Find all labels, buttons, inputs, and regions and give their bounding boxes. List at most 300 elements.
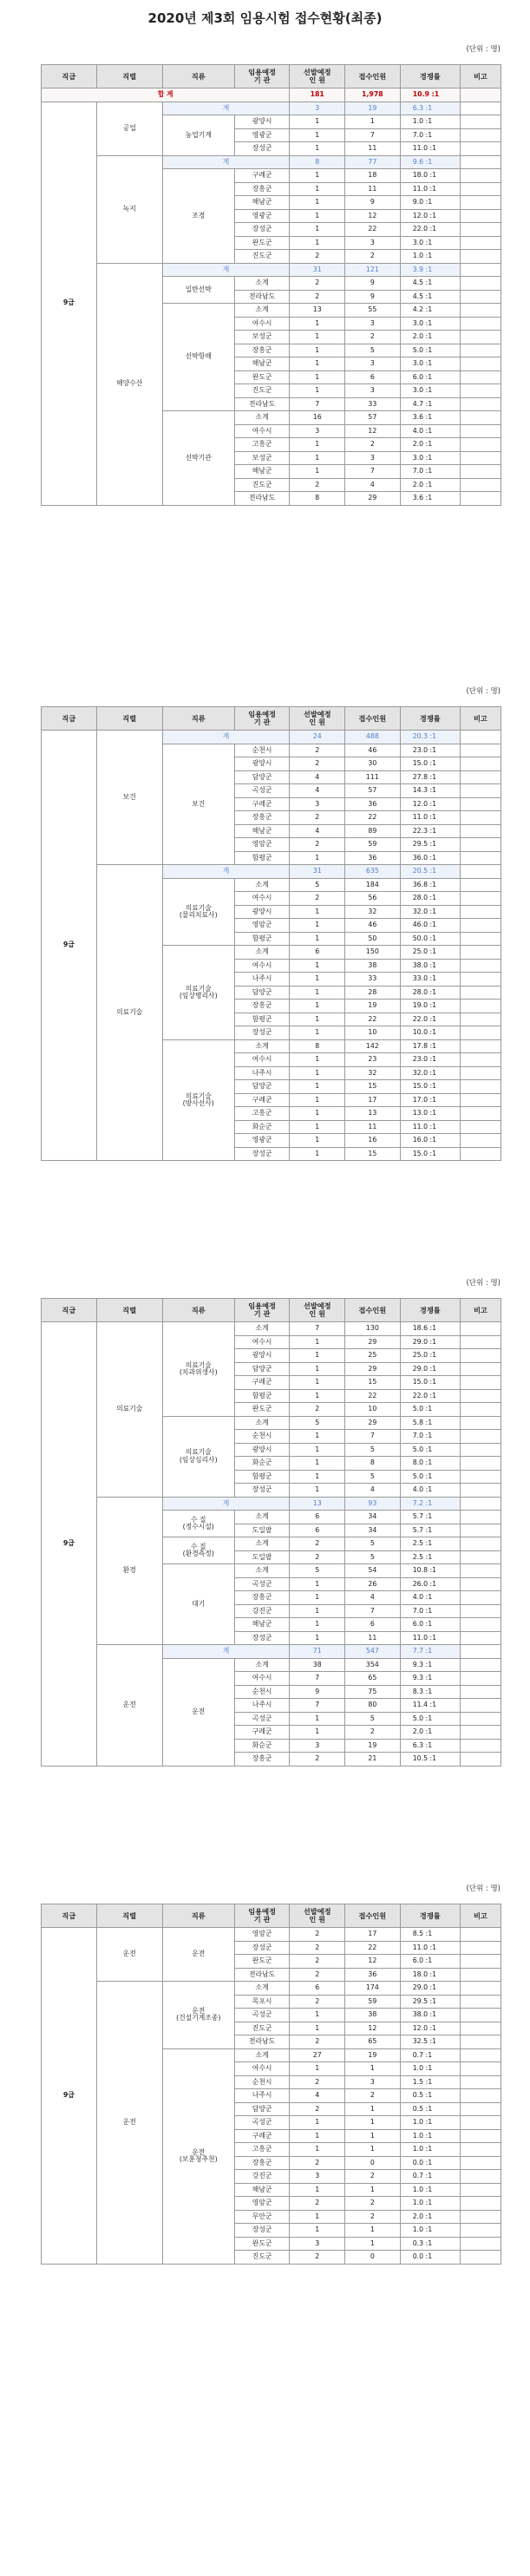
grade-cell: 9급 [42,1928,97,2265]
org-cell: 곡성군 [234,2116,290,2130]
org-cell: 여수시 [234,1053,290,1067]
applicants-cell: 5 [345,344,401,357]
applicants-cell: 10 [345,1403,401,1417]
ratio-cell: 25.0 :1 [400,1349,460,1363]
selected-cell: 9 [290,1685,345,1699]
org-cell: 소계 [234,411,290,425]
class-cell: 운전 [162,1658,234,1766]
ratio-cell: 12.0 :1 [400,2022,460,2035]
ratio-cell: 1.0 :1 [400,2129,460,2143]
ratio-cell: 4.7 :1 [400,397,460,411]
org-cell: 해남군 [234,824,290,838]
ratio-cell: 5.7 :1 [400,1524,460,1537]
applicants-cell: 2 [345,2170,401,2184]
note-cell [460,2197,501,2211]
ratio-cell: 2.5 :1 [400,1537,460,1551]
org-cell: 광양시 [234,1443,290,1457]
selected-cell: 1 [290,851,345,865]
grand-total-label: 합 계 [42,88,290,102]
selected-cell: 1 [290,384,345,398]
note-cell [460,2048,501,2062]
note-cell [460,169,501,183]
selected-cell: 2 [290,757,345,771]
ratio-cell: 1.0 :1 [400,2062,460,2076]
ratio-cell: 2.0 :1 [400,438,460,452]
column-header: 비고 [460,1299,501,1322]
note-cell [460,1631,501,1645]
note-cell [460,1604,501,1618]
note-cell [460,1416,501,1430]
page-title: 2020년 제3회 임용시험 접수현황(최종) [147,10,383,26]
applicants-cell: 36 [345,1968,401,1982]
org-cell: 영암군 [234,838,290,852]
selected-cell: 1 [290,1604,345,1618]
applicants-cell: 12 [345,209,401,223]
selected-cell: 1 [290,905,345,919]
ratio-cell: 15.0 :1 [400,1080,460,1094]
selected-cell: 3 [290,2237,345,2251]
header-row [42,65,501,88]
org-cell: 구례군 [234,1093,290,1107]
series-cell: 해양수산 [96,263,162,505]
org-cell: 여수시 [234,317,290,331]
ratio-cell: 4.2 :1 [400,304,460,318]
note-cell [460,1941,501,1955]
applicants-cell: 5 [345,1443,401,1457]
selected-cell: 3 [290,424,345,438]
selected-cell: 2 [290,2251,345,2265]
applicants-cell: 1 [345,2129,401,2143]
applicants-cell: 12 [345,1955,401,1969]
applicants-cell: 3 [345,317,401,331]
note-cell [460,2062,501,2076]
note-cell [460,1484,501,1498]
org-cell: 영암군 [234,919,290,933]
applicants-cell: 5 [345,1550,401,1564]
column-header: 직급 [42,65,97,88]
applicants-cell: 13 [345,1107,401,1121]
org-cell: 진도군 [234,384,290,398]
note-cell [460,1000,501,1013]
note-cell [460,397,501,411]
ratio-cell: 6.3 :1 [400,1739,460,1753]
applicants-cell: 7 [345,1604,401,1618]
ratio-cell: 3.0 :1 [400,236,460,250]
org-cell: 완도군 [234,236,290,250]
ratio-cell: 11.0 :1 [400,811,460,825]
selected-cell: 16 [290,411,345,425]
note-cell [460,892,501,906]
org-cell: 함평군 [234,932,290,946]
header-row [42,707,501,731]
selected-cell: 1 [290,2224,345,2238]
org-cell: 곡성군 [234,784,290,798]
note-cell [460,757,501,771]
org-cell: 여수시 [234,959,290,973]
selected-cell: 1 [290,2143,345,2157]
applicants-cell: 34 [345,1511,401,1524]
applicants-cell: 1 [345,2183,401,2197]
note-cell [460,770,501,784]
selected-cell: 1 [290,1362,345,1376]
selected-cell: 7 [290,1699,345,1713]
selected-cell: 5 [290,1564,345,1578]
note-cell [460,236,501,250]
selected-cell: 1 [290,451,345,465]
ratio-cell: 15.0 :1 [400,757,460,771]
ratio-cell: 4.0 :1 [400,1591,460,1605]
selected-cell: 4 [290,770,345,784]
selected-cell: 1 [290,1470,345,1484]
note-cell [460,2075,501,2089]
applicants-cell: 354 [345,1658,401,1672]
subtotal-label: 계 [162,102,290,115]
applicants-cell: 65 [345,1672,401,1686]
selected-cell: 7 [290,397,345,411]
series-subtotal-row [42,1497,501,1511]
note-cell [460,1107,501,1121]
ratio-cell: 33.0 :1 [400,973,460,986]
selected-cell: 5 [290,1416,345,1430]
selected-cell: 3 [290,1739,345,1753]
ratio-cell: 36.8 :1 [400,878,460,892]
org-cell: 장흥군 [234,182,290,196]
selected-cell: 5 [290,878,345,892]
recruitment-table [41,1298,501,1766]
org-cell: 나주시 [234,1699,290,1713]
selected-cell: 7 [290,1322,345,1336]
selected-cell: 1 [290,209,345,223]
ratio-cell: 2.0 :1 [400,331,460,344]
note-cell [460,1120,501,1134]
applicants-cell: 22 [345,223,401,237]
ratio-cell: 29.0 :1 [400,1335,460,1349]
subtotal-selected: 31 [290,865,345,879]
note-cell [460,851,501,865]
org-cell: 함평군 [234,851,290,865]
applicants-cell: 59 [345,838,401,852]
note-cell [460,2143,501,2157]
applicants-cell: 75 [345,1685,401,1699]
class-cell: 의료기술 (임상병리사) [162,946,234,1040]
note-cell [460,1712,501,1726]
org-cell: 강진군 [234,2170,290,2184]
subtotal-note [460,263,501,277]
applicants-cell: 3 [345,451,401,465]
grade-cell: 9급 [42,102,97,505]
note-cell [460,1039,501,1053]
subtotal-applicants: 488 [345,731,401,744]
note-cell [460,1335,501,1349]
org-cell: 해남군 [234,1618,290,1632]
org-cell: 소계 [234,1658,290,1672]
selected-cell: 2 [290,290,345,304]
org-cell: 진도군 [234,250,290,264]
selected-cell: 1 [290,236,345,250]
note-cell [460,411,501,425]
note-cell [460,2022,501,2035]
org-cell: 구례군 [234,1726,290,1740]
note-cell [460,478,501,492]
note-cell [460,986,501,1000]
note-cell [460,1982,501,1996]
applicants-cell: 54 [345,1564,401,1578]
applicants-cell: 2 [345,1726,401,1740]
applicants-cell: 6 [345,1618,401,1632]
org-cell: 장성군 [234,1941,290,1955]
subtotal-selected: 71 [290,1645,345,1659]
subtotal-note [460,155,501,169]
selected-cell: 1 [290,1389,345,1403]
note-cell [460,115,501,129]
selected-cell: 2 [290,838,345,852]
selected-cell: 1 [290,357,345,371]
series-cell: 운전 [96,1982,162,2265]
ratio-cell: 5.8 :1 [400,1416,460,1430]
series-subtotal-row [42,731,501,744]
applicants-cell: 7 [345,465,401,479]
applicants-cell: 34 [345,1524,401,1537]
subtotal-label: 계 [162,865,290,879]
selected-cell: 1 [290,1631,345,1645]
ratio-cell: 1.0 :1 [400,2143,460,2157]
note-cell [460,1995,501,2009]
column-header: 비고 [460,707,501,731]
org-cell: 담양군 [234,770,290,784]
ratio-cell: 17.8 :1 [400,1039,460,1053]
note-cell [460,223,501,237]
subtotal-note [460,1497,501,1511]
note-cell [460,811,501,825]
recruitment-table [41,706,501,1161]
ratio-cell: 1.5 :1 [400,2075,460,2089]
selected-cell: 1 [290,2009,345,2022]
column-header: 직렬 [96,1904,162,1928]
selected-cell: 2 [290,811,345,825]
selected-cell: 1 [290,169,345,183]
note-cell [460,824,501,838]
selected-cell: 6 [290,1524,345,1537]
selected-cell: 1 [290,1066,345,1080]
selected-cell: 2 [290,1995,345,2009]
applicants-cell: 29 [345,1416,401,1430]
note-cell [460,465,501,479]
ratio-cell: 32.5 :1 [400,2035,460,2049]
selected-cell: 8 [290,1039,345,1053]
note-cell [460,1672,501,1686]
org-cell: 소계 [234,1416,290,1430]
note-cell [460,1577,501,1591]
subtotal-ratio: 20.5 :1 [400,865,460,879]
applicants-cell: 22 [345,1941,401,1955]
selected-cell: 1 [290,2183,345,2197]
ratio-cell: 0.7 :1 [400,2048,460,2062]
org-cell: 도일팔 [234,1524,290,1537]
note-cell [460,1928,501,1942]
class-cell: 조경 [162,169,234,264]
org-cell: 영암군 [234,1928,290,1942]
applicants-cell: 59 [345,1995,401,2009]
org-cell: 영광군 [234,1134,290,1148]
ratio-cell: 13.0 :1 [400,1107,460,1121]
ratio-cell: 29.0 :1 [400,1362,460,1376]
selected-cell: 1 [290,2210,345,2224]
note-cell [460,1591,501,1605]
series-subtotal-row [42,155,501,169]
grand-total-selected: 181 [290,88,345,102]
org-cell: 나주시 [234,2089,290,2103]
org-cell: 완도군 [234,1955,290,1969]
note-cell [460,932,501,946]
note-cell [460,2237,501,2251]
series-cell: 공업 [96,102,162,155]
ratio-cell: 9.0 :1 [400,196,460,210]
applicants-cell: 11 [345,1120,401,1134]
column-header: 선발예정 인 원 [290,707,345,731]
subtotal-label: 계 [162,1645,290,1659]
selected-cell: 1 [290,1577,345,1591]
selected-cell: 1 [290,2022,345,2035]
ratio-cell: 2.0 :1 [400,2210,460,2224]
org-cell: 장흥군 [234,1000,290,1013]
class-cell: 선박항해 [162,304,234,411]
note-cell [460,1093,501,1107]
selected-cell: 38 [290,1658,345,1672]
applicants-cell: 46 [345,919,401,933]
org-cell: 광양시 [234,905,290,919]
column-header: 직류 [162,707,234,731]
ratio-cell: 27.8 :1 [400,770,460,784]
note-cell [460,344,501,357]
ratio-cell: 28.0 :1 [400,986,460,1000]
ratio-cell: 7.0 :1 [400,465,460,479]
org-cell: 장흥군 [234,1591,290,1605]
column-header: 직렬 [96,707,162,731]
applicants-cell: 33 [345,397,401,411]
selected-cell: 1 [290,1591,345,1605]
selected-cell: 4 [290,784,345,798]
selected-cell: 1 [290,370,345,384]
selected-cell: 1 [290,465,345,479]
applicants-cell: 11 [345,1631,401,1645]
applicants-cell: 150 [345,946,401,960]
note-cell [460,384,501,398]
org-cell: 소계 [234,946,290,960]
selected-cell: 1 [290,438,345,452]
applicants-cell: 10 [345,1026,401,1040]
org-cell: 함평군 [234,1470,290,1484]
column-header: 직류 [162,65,234,88]
ratio-cell: 5.7 :1 [400,1511,460,1524]
note-cell [460,2224,501,2238]
ratio-cell: 1.0 :1 [400,2197,460,2211]
subtotal-label: 계 [162,155,290,169]
selected-cell: 1 [290,1376,345,1390]
org-cell: 장성군 [234,142,290,156]
note-cell [460,1362,501,1376]
org-cell: 화순군 [234,1457,290,1471]
applicants-cell: 4 [345,1591,401,1605]
subtotal-applicants: 93 [345,1497,401,1511]
selected-cell: 7 [290,1672,345,1686]
selected-cell: 2 [290,1928,345,1942]
ratio-cell: 5.0 :1 [400,1712,460,1726]
org-cell: 여수시 [234,892,290,906]
selected-cell: 1 [290,1726,345,1740]
applicants-cell: 36 [345,851,401,865]
org-cell: 완도군 [234,2237,290,2251]
ratio-cell: 5.0 :1 [400,1443,460,1457]
note-cell [460,1524,501,1537]
class-cell: 보건 [162,744,234,865]
applicants-cell: 2 [345,250,401,264]
selected-cell: 1 [290,1457,345,1471]
grand-total-applicants: 1,978 [345,88,401,102]
column-header: 임용예정 기 관 [234,65,290,88]
ratio-cell: 4.5 :1 [400,290,460,304]
subtotal-ratio: 7.7 :1 [400,1645,460,1659]
org-cell: 화순군 [234,1120,290,1134]
note-cell [460,1403,501,1417]
selected-cell: 1 [290,182,345,196]
applicants-cell: 1 [345,115,401,129]
note-cell [460,370,501,384]
ratio-cell: 11.0 :1 [400,1120,460,1134]
org-cell: 곡성군 [234,2009,290,2022]
org-cell: 순천시 [234,744,290,757]
note-cell [460,1955,501,1969]
org-cell: 소계 [234,1322,290,1336]
note-cell [460,1537,501,1551]
subtotal-label: 계 [162,263,290,277]
org-cell: 담양군 [234,1362,290,1376]
org-cell: 영광군 [234,209,290,223]
note-cell [460,1349,501,1363]
note-cell [460,946,501,960]
ratio-cell: 11.0 :1 [400,182,460,196]
column-header: 직급 [42,1904,97,1928]
org-cell: 순천시 [234,2075,290,2089]
ratio-cell: 26.0 :1 [400,1577,460,1591]
selected-cell: 1 [290,1484,345,1498]
ratio-cell: 5.0 :1 [400,1470,460,1484]
ratio-cell: 15.0 :1 [400,1147,460,1161]
org-cell: 담양군 [234,2102,290,2116]
selected-cell: 2 [290,892,345,906]
org-cell: 보성군 [234,451,290,465]
applicants-cell: 4 [345,478,401,492]
ratio-cell: 5.0 :1 [400,344,460,357]
applicants-cell: 5 [345,1470,401,1484]
subtotal-applicants: 635 [345,865,401,879]
applicants-cell: 7 [345,128,401,142]
applicants-cell: 0 [345,2251,401,2265]
ratio-cell: 15.0 :1 [400,1376,460,1390]
note-cell [460,959,501,973]
ratio-cell: 16.0 :1 [400,1134,460,1148]
series-cell: 보건 [96,731,162,865]
org-cell: 장성군 [234,223,290,237]
org-cell: 보성군 [234,331,290,344]
ratio-cell: 11.4 :1 [400,1699,460,1713]
applicants-cell: 21 [345,1753,401,1766]
applicants-cell: 19 [345,2048,401,2062]
ratio-cell: 29.5 :1 [400,838,460,852]
applicants-cell: 15 [345,1376,401,1390]
selected-cell: 1 [290,128,345,142]
column-header: 직렬 [96,1299,162,1322]
org-cell: 완도군 [234,1403,290,1417]
